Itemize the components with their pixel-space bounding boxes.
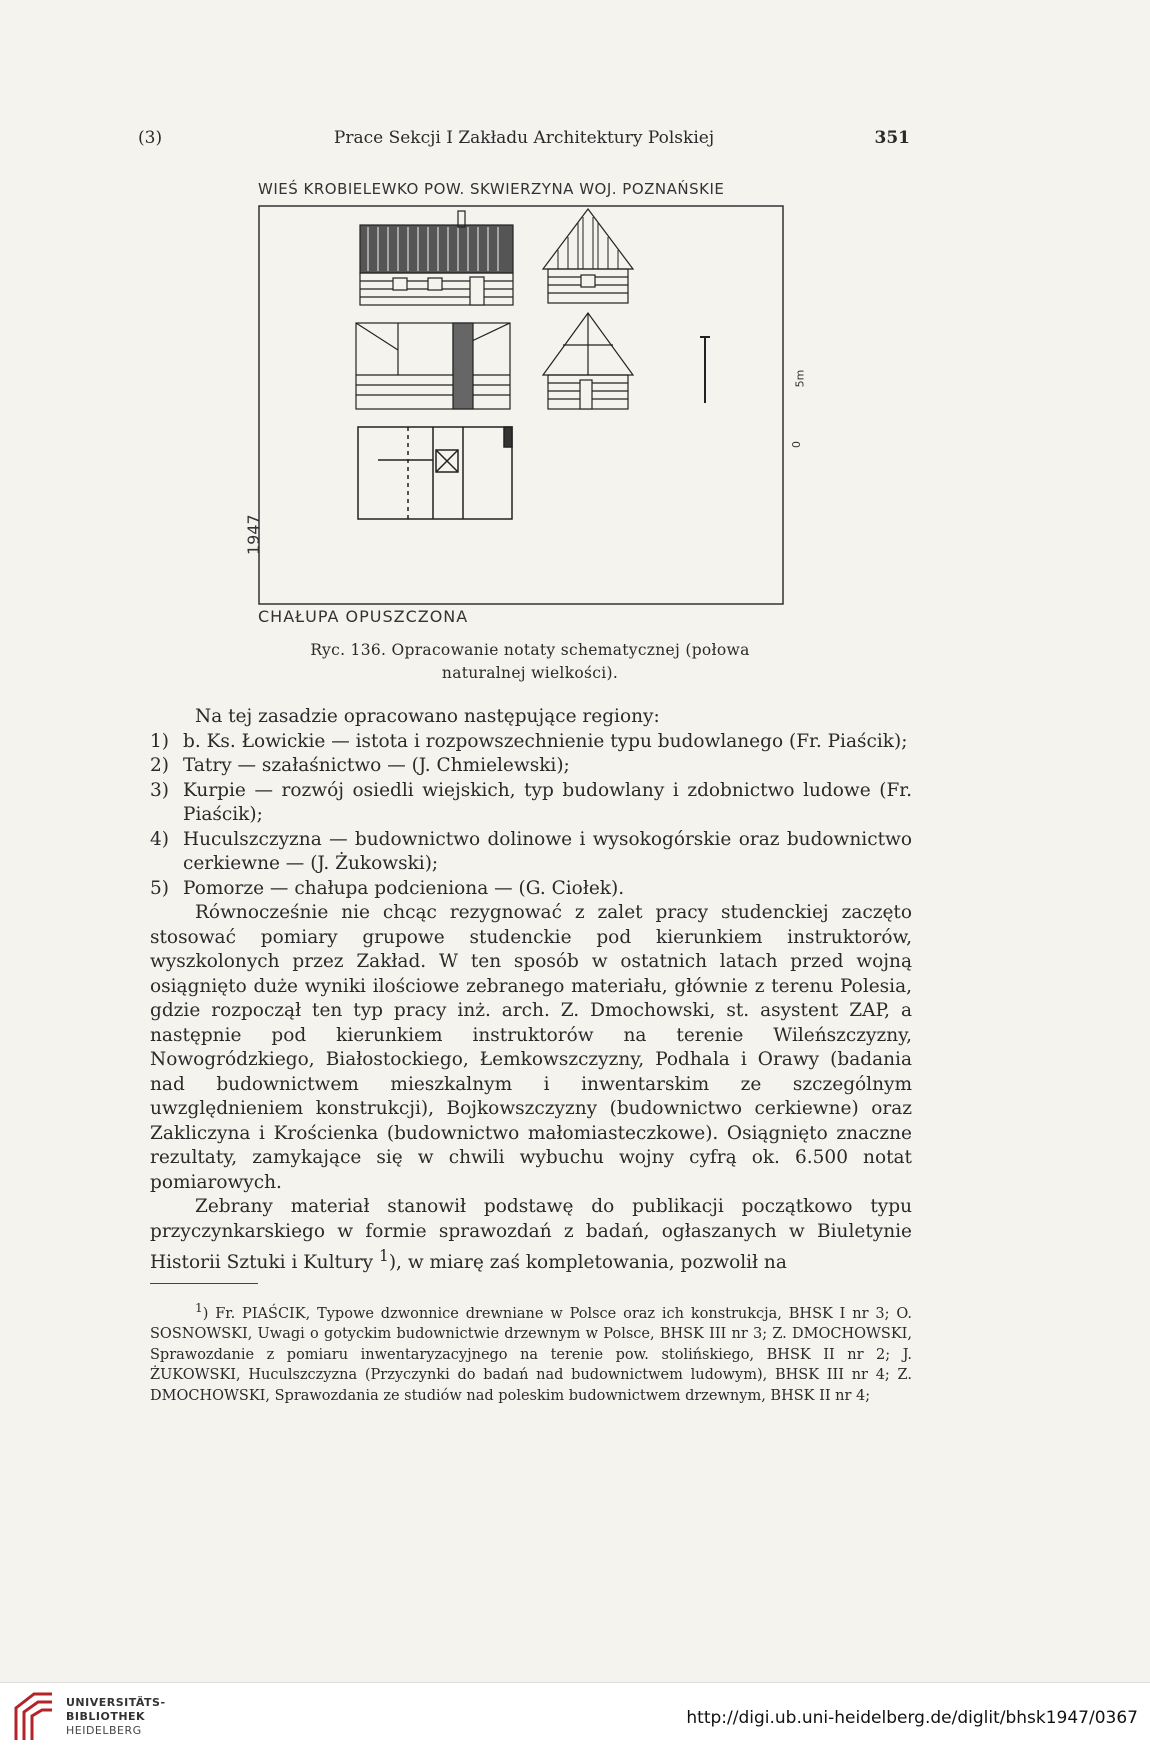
- running-header: [138, 128, 910, 152]
- scale-label-five: 5m: [793, 369, 807, 388]
- paragraph-2: Zebrany materiał stanowił podstawę do publikacji początkowo typu przyczynkarskiego w formie sprawozdań z badań, ogłaszanych w Biuletynie Historii Sztuki i Kultury $^1$), w miarę zaś kompletowania, pozwolił na: [150, 1196, 912, 1274]
- library-name: UNIVERSITÄTS- BIBLIOTHEK HEIDELBERG: [66, 1696, 166, 1737]
- source-url-link[interactable]: http://digi.ub.uni-heidelberg.de/diglit/bhsk1947/0367: [686, 1708, 1138, 1728]
- list-item: 1) b. Ks. Łowickie — istota i rozpowszechnienie typu budowlanego (Fr. Piaścik);: [150, 730, 908, 752]
- footnote-text: ) Fr. PIAŚCIK, Typowe dzwonnice drewniane w Polsce oraz ich konstrukcja, BHSK I nr 3; O. SOSNOWSKI, Uwagi o gotyckim budownictwie drzewnym w Polsce, BHSK III nr 3; Z. DMOCHOWSKI, Sprawozdanie z pomiaru inwentaryzacyjnego na terenie pow. stolińskiego, BHSK II nr 2; J. ŻUKOWSKI, Huculszczyzna (Przyczynki do badań nad budownictwem ludowym), BHSK III nr 4; Z. DMOCHOWSKI, Sprawozdania ze studiów nad poleskim budownictwem drzewnym, BHSK II nr 4;: [150, 1305, 912, 1404]
- figure-year: 1947: [244, 514, 263, 555]
- house-section-long: [356, 323, 510, 409]
- figure-title: WIEŚ KROBIELEWKO POW. SKWIERZYNA WOJ. POZNAŃSKIE: [258, 180, 725, 198]
- house-elevation-gable: [543, 209, 633, 303]
- list-item: 3) Kurpie — rozwój osiedli wiejskich, typ budowlany i zdobnictwo ludowe (Fr. Piaścik);: [150, 779, 912, 825]
- scale-label-zero: 0: [790, 441, 803, 448]
- footnote-marker: 1: [195, 1301, 203, 1315]
- figure-subtitle: CHAŁUPA OPUSZCZONA: [258, 607, 469, 626]
- house-elevation-long: [360, 211, 513, 305]
- body-text: [150, 705, 912, 1276]
- scale-bar: [700, 337, 710, 403]
- page-number: 351: [874, 128, 910, 148]
- caption-line-2: naturalnej wielkości).: [441, 664, 619, 682]
- house-floor-plan: [358, 427, 512, 519]
- house-section-gable: [543, 313, 633, 409]
- journal-title: Prace Sekcji I Zakładu Architektury Polskiej: [333, 128, 715, 148]
- list-item: 4) Huculszczyzna — budownictwo dolinowe i wysokogórskie oraz budownictwo cerkiewne — (J. Żukowski);: [150, 828, 912, 874]
- intro-paragraph: Na tej zasadzie opracowano następujące regiony:: [195, 706, 660, 727]
- footnote: [150, 1298, 912, 1406]
- paragraph-1: Równocześnie nie chcąc rezygnować z zalet pracy studenckiej zaczęto stosować pomiary grupowe studenckie pod kierunkiem instruktorów, wyszkolonych przez Zakład. W ten sposób w ostatnich latach przed wojną osiągnięto duże wyniki ilościowe zebranego materiału, głównie z terenu Polesia, gdzie rozpoczął ten typ pracy inż. arch. Z. Dmochowski, st. asystent ZAP, a następnie pod kierunkiem instruktorów na terenie Wileńszczyzny, Nowogródzkiego, Białostockiego, Łemkowszczyzny, Podhala i Orawy (badania nad budownictwem mieszkalnym i inwentarskim ze szczególnym uwzględnieniem konstrukcji), Bojkowszczyzny (budownictwo cerkiewne) oraz Zakliczyna i Krościenka (budownictwo małomiasteczkowe). Osiągnięto znaczne rezultaty, zamykające się w chwili wybuchu wojny cyfrą ok. 6.500 notat pomiarowych.: [150, 902, 912, 1193]
- figure-caption: [270, 639, 790, 685]
- list-item: 2) Tatry — szałaśnictwo — (J. Chmielewski);: [150, 755, 570, 776]
- footnote-rule: [150, 1283, 258, 1284]
- footnote-reference[interactable]: 1: [379, 1247, 389, 1265]
- figure-drawing: [258, 205, 784, 605]
- library-logo-icon: [12, 1690, 56, 1746]
- section-number: (3): [138, 128, 163, 148]
- caption-line-1: Ryc. 136. Opracowanie notaty schematycznej (połowa: [310, 641, 750, 659]
- list-item: 5) Pomorze — chałupa podcieniona — (G. Ciołek).: [150, 877, 625, 899]
